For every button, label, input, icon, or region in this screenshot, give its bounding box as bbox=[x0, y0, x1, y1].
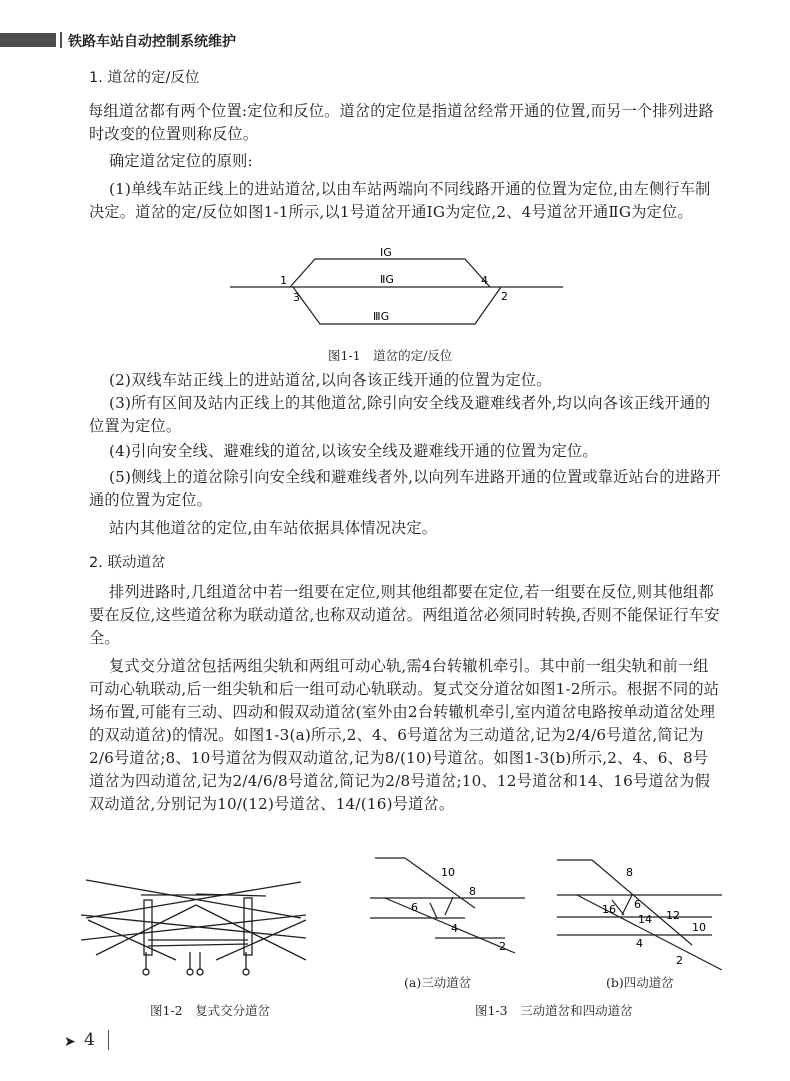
switch-number: 14 bbox=[638, 913, 652, 926]
switch-number: 8 bbox=[469, 885, 476, 898]
section-heading-1: 1. 道岔的定/反位 bbox=[89, 70, 200, 86]
switch-number: 12 bbox=[666, 909, 680, 922]
label-switch-2: 2 bbox=[501, 290, 508, 303]
label-track-3g: ⅢG bbox=[373, 310, 390, 323]
switch-number: 4 bbox=[636, 937, 643, 950]
figure-1-3b-quadruple-switch bbox=[552, 855, 727, 970]
paragraph-9: 排列进路时,几组道岔中若一组要在定位,则其他组都要在定位,若一组要在反位,则其他组都要在反位,这些道岔称为联动道岔,也称双动道岔。两组道岔必须同时转换,否则不能保证行车安全。 bbox=[89, 583, 720, 647]
paragraph-1: 每组道岔都有两个位置:定位和反位。道岔的定位是指道岔经常开通的位置,而另一个排列进路时改变的位置则称反位。 bbox=[88, 102, 714, 143]
figure-1-3-caption: 图1-3 三动道岔和四动道岔 bbox=[475, 1003, 633, 1018]
switch-number: 10 bbox=[441, 866, 455, 879]
paragraph-3: (1)单线车站正线上的进站道岔,以由车站两端向不同线路开通的位置为定位,由左侧行车制决定。道岔的定/反位如图1-1所示,以1号道岔开通ⅠG为定位,2、4号道岔开通ⅡG为定位。 bbox=[89, 180, 711, 221]
track-line bbox=[622, 895, 632, 915]
switch-number: 4 bbox=[451, 922, 458, 935]
label-track-2g: ⅡG bbox=[380, 273, 394, 286]
switch-number: 6 bbox=[411, 901, 418, 914]
figure-1-3a-label: (a)三动道岔 bbox=[404, 975, 472, 990]
switch-number: 2 bbox=[499, 940, 506, 953]
running-header: 铁路车站自动控制系统维护 bbox=[68, 34, 236, 50]
header-separator bbox=[60, 32, 62, 48]
figure-1-2-caption: 图1-2 复式交分道岔 bbox=[150, 1003, 271, 1018]
figure-1-1-caption: 图1-1 道岔的定/反位 bbox=[328, 348, 453, 363]
track-3g-line bbox=[293, 287, 501, 324]
paragraph-10: 复式交分道岔包括两组尖轨和两组可动心轨,需4台转辙机牵引。其中前一组尖轨和前一组可动心轨联动,后一组尖轨和后一组可动心轨联动。复式交分道岔如图1-2所示。根据不同的站场布置,可能有三动、四动和假双动道岔(室外由2台转辙机牵引,室内道岔电路按单动道岔处理的双动道岔)的情况。如图1-3(a)所示,2、4、6号道岔为三动道岔,记为2/4/6号道岔,简记为2/6号道岔;8、10号道岔为假双动道岔,记为8/(10)号道岔。如图1-3(b)所示,2、4、6、8号道岔为四动道岔,记为2/4/6/8号道岔,简记为2/8号道岔;10、12号道岔和14、16号道岔为假双动道岔,分别记为10/(12)号道岔、14/(16)号道岔。 bbox=[89, 657, 720, 813]
footer-arrow-icon: ➤ bbox=[64, 1034, 76, 1050]
figure-1-2-double-slip-switch bbox=[76, 860, 316, 985]
connecting-rod bbox=[148, 944, 248, 946]
figure-1-1 bbox=[225, 238, 565, 338]
track-line bbox=[430, 903, 437, 918]
figure-1-3b-label: (b)四动道岔 bbox=[606, 975, 674, 990]
label-switch-3: 3 bbox=[293, 291, 300, 304]
label-switch-1: 1 bbox=[280, 274, 287, 287]
section-heading-2: 2. 联动道岔 bbox=[89, 555, 166, 571]
switch-number: 10 bbox=[692, 921, 706, 934]
paragraph-4: (2)双线车站正线上的进站道岔,以向各该正线开通的位置为定位。 bbox=[109, 371, 552, 389]
track-line bbox=[385, 898, 515, 953]
figure-1-3a-triple-switch bbox=[365, 853, 530, 958]
switch-number: 8 bbox=[626, 866, 633, 879]
track-line bbox=[196, 905, 306, 960]
paragraph-6: (4)引向安全线、避难线的道岔,以该安全线及避难线开通的位置为定位。 bbox=[109, 442, 598, 460]
paragraph-5: (3)所有区间及站内正线上的其他道岔,除引向安全线及避难线者外,均以向各该正线开通的位置为定位。 bbox=[89, 394, 711, 435]
switch-number: 2 bbox=[676, 954, 683, 967]
header-bar bbox=[0, 33, 56, 47]
paragraph-8: 站内其他道岔的定位,由车站依据具体情况决定。 bbox=[109, 519, 438, 537]
switch-number: 16 bbox=[602, 903, 616, 916]
switch-number: 6 bbox=[634, 898, 641, 911]
paragraph-2: 确定道岔定位的原则: bbox=[109, 152, 253, 170]
footer-divider bbox=[108, 1030, 109, 1050]
paragraph-7: (5)侧线上的道岔除引向安全线和避难线者外,以向列车进路开通的位置或靠近站台的进路开通的位置为定位。 bbox=[89, 468, 721, 509]
track-line bbox=[445, 897, 453, 915]
label-track-1g: ⅠG bbox=[380, 246, 392, 259]
label-switch-4: 4 bbox=[481, 274, 488, 287]
page-number: 4 bbox=[84, 1030, 95, 1050]
